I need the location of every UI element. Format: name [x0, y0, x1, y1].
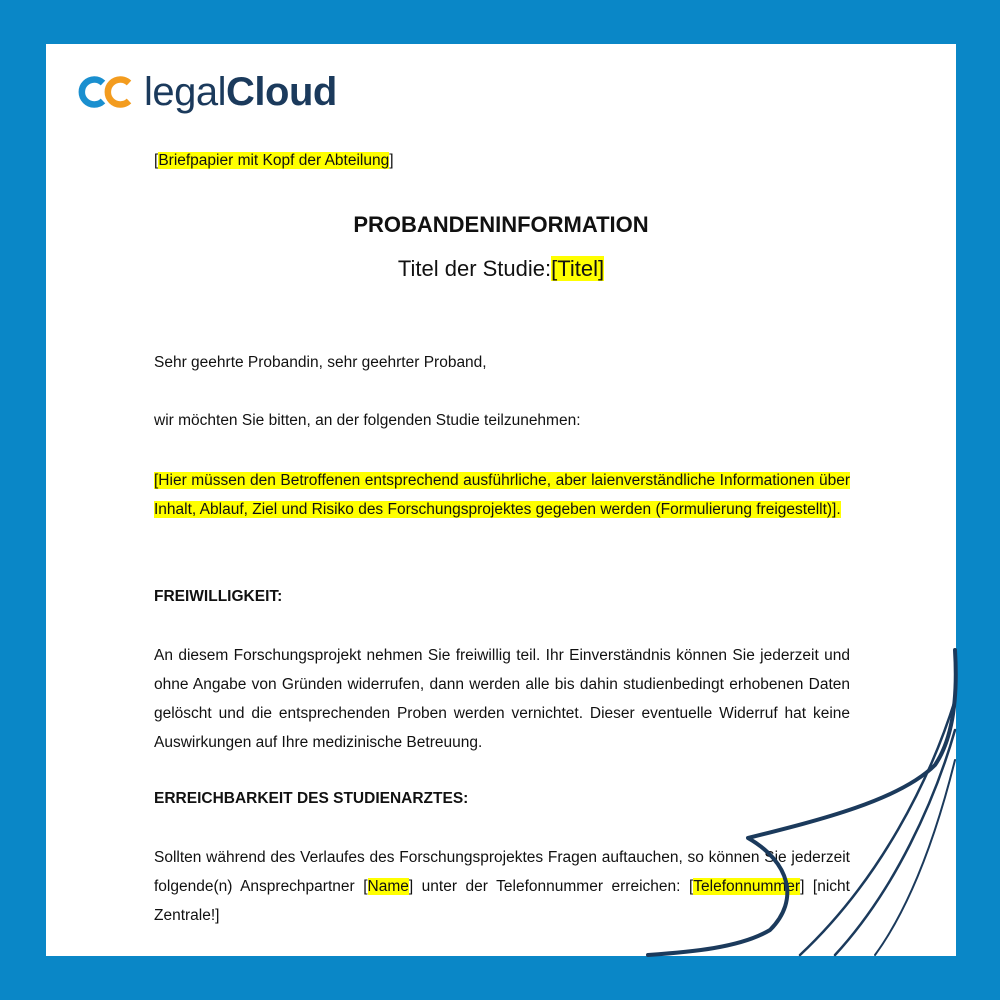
bracket-open: [	[363, 878, 368, 895]
heading-freiwilligkeit: FREIWILLIGKEIT:	[154, 588, 283, 605]
letterhead-highlight: Briefpapier mit Kopf der Abteilung	[158, 152, 390, 169]
legalcloud-logo	[76, 70, 337, 114]
bracket-close: ]	[408, 878, 414, 895]
freiwilligkeit-text: An diesem Forschungsprojekt nehmen Sie freiwillig teil. Ihr Einverständnis können Sie jederzeit und ohne Angabe von Gründen widerrufen, dann werden alle bis dahin studienbedingt erhobenen Daten gelöscht und die entsprechenden Proben werden vernichtet. Dieser eventuelle Widerruf hat keine Auswirkungen auf Ihre medizinische Betreuung.	[154, 647, 850, 751]
erreichbarkeit-text-part3: [nicht Zentrale!]	[154, 878, 850, 924]
bracket-open: [	[154, 152, 159, 169]
study-title-placeholder	[551, 256, 604, 281]
erreichbarkeit-text-part2: unter der Telefonnummer erreichen:	[413, 878, 689, 895]
name-placeholder: Name	[367, 878, 409, 895]
bracket-open: [	[551, 256, 558, 281]
erreichbarkeit-text	[154, 843, 850, 930]
logo-text-light: legal	[144, 70, 227, 114]
intro-text: wir möchten Sie bitten, an der folgenden Studie teilzunehmen:	[154, 412, 581, 429]
erreichbarkeit-text-part1: Sollten während des Verlaufes des Forschungsprojektes Fragen auftauchen, so können Sie jederzeit folgende(n) Ansprechpartner	[154, 849, 850, 895]
document-page	[46, 44, 956, 956]
salutation: Sehr geehrte Probandin, sehr geehrter Proband,	[154, 354, 487, 371]
letterhead-placeholder	[154, 152, 850, 170]
study-title-text: Titel	[557, 256, 598, 281]
bracket-close: ]	[800, 878, 805, 895]
info-placeholder-text: [Hier müssen den Betroffenen entsprechend ausführliche, aber laienverständliche Informationen über Inhalt, Ablauf, Ziel und Risiko des Forschungsprojektes gegeben werden (Formulierung freigestellt)].	[154, 472, 850, 518]
logo-text-bold: Cloud	[226, 70, 337, 114]
bracket-close: ]	[389, 152, 394, 169]
phone-placeholder: Telefonnummer	[693, 878, 801, 895]
bracket-open: [	[688, 878, 694, 895]
heading-erreichbarkeit: ERREICHBARKEIT DES STUDIENARZTES:	[154, 790, 469, 807]
study-title-line	[46, 256, 956, 282]
document-title: PROBANDENINFORMATION	[353, 212, 649, 237]
bracket-close: ]	[598, 256, 605, 281]
info-placeholder-block	[154, 466, 850, 524]
logo-wordmark	[144, 72, 337, 112]
lc-logo-icon	[76, 75, 134, 109]
study-title-prefix: Titel der Studie:	[397, 256, 552, 281]
